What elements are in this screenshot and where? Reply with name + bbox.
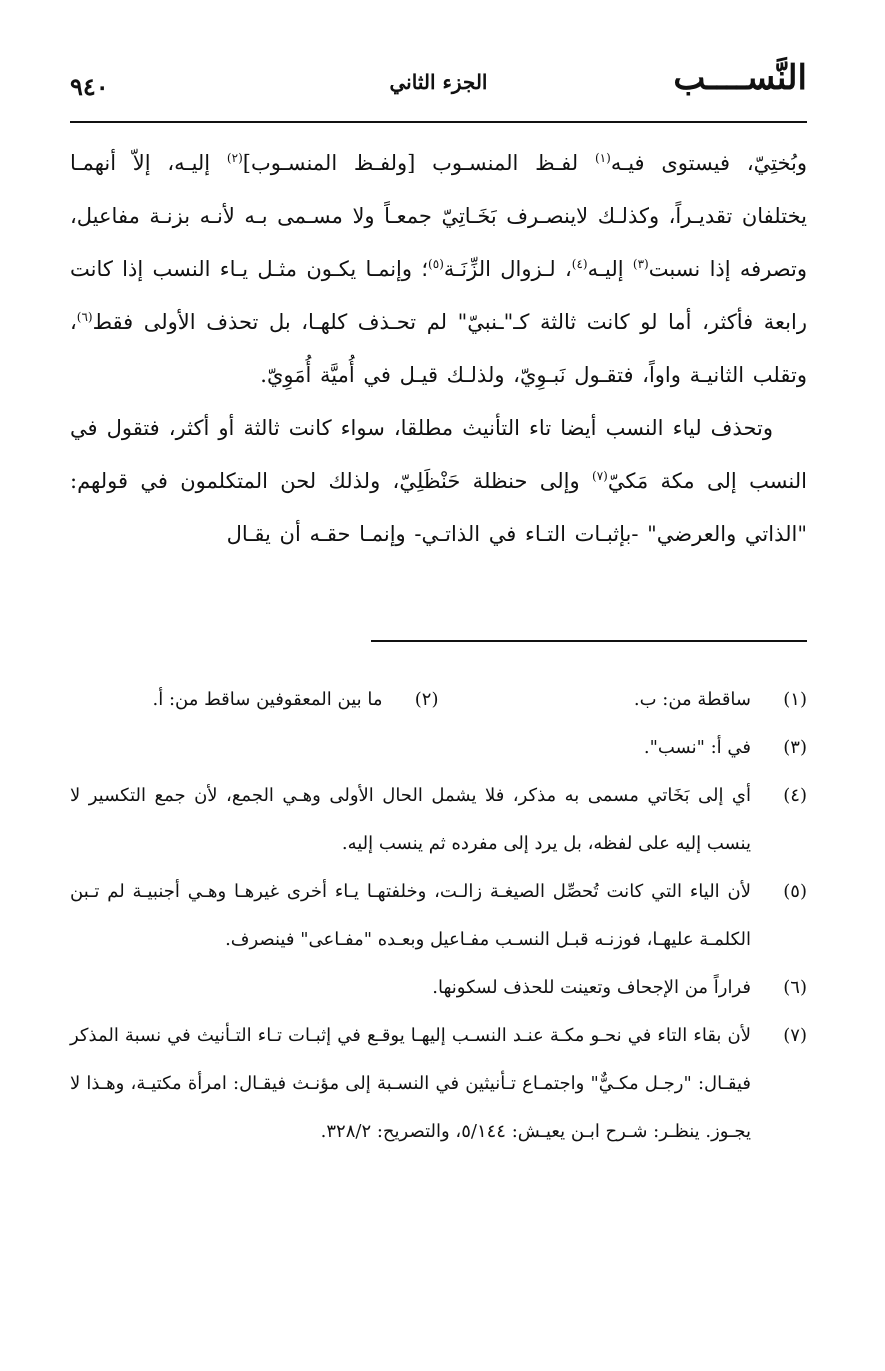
footnote-divider: [371, 640, 807, 642]
footnote-ref[interactable]: (٤): [571, 257, 588, 271]
footnote-3: [70, 724, 807, 772]
footnote-6: [70, 964, 807, 1012]
footnote-ref[interactable]: (٣): [632, 257, 649, 271]
text-run: إليـه: [587, 257, 633, 281]
footnote-number: (٦): [783, 977, 807, 998]
footnotes: [70, 676, 807, 1156]
text-run: وتحذف لياء النسب أيضا تاء التأنيث مطلقا، سواء كانت ثالثة أو أكثر، فتقول في النسب إلى مكة مَكيّ: [70, 416, 807, 493]
running-title: النَّســــب: [673, 58, 807, 98]
footnote-4: [70, 772, 807, 868]
footnote-text: لأن بقاء التاء في نحـو مكـة عنـد النسـب إليهـا يوقـع في إثبـات تـاء التـأنيث في نسبة المذكر فيقـال: "رجـل مكـيٌّ" واجتمـاع تـأنيثين في النسـبة إلى مؤنـث فيقـال: امرأة مكتيـة، وهـذا لا يجـوز. ينظـر: شـرح ابـن يعيـش: ٥/١٤٤، والتصريح: ٣٢٨/٢.: [70, 1025, 751, 1142]
footnote-ref[interactable]: (٦): [76, 310, 93, 324]
header-divider: [70, 121, 807, 123]
part-label: الجزء الثاني: [389, 70, 488, 94]
footnote-5: [70, 868, 807, 964]
text-run: وبُختِيّ، فيستوى فيـه: [610, 151, 808, 175]
footnote-1: [439, 676, 808, 724]
text-run: ، لـزوال الزِّنَـة: [443, 257, 572, 281]
footnote-text: لأن الياء التي كانت تُحصِّل الصيغـة زالـت، وخلفتهـا يـاء أخرى غيرهـا وهـي أجنبيـة لم تـبن الكلمـة عليهـا، فوزنـه قبـل النسـب مفـاعيل وبعـده "مفـاعى" فينصرف.: [70, 881, 751, 950]
footnote-number: (٢): [414, 689, 439, 710]
footnote-number: (٥): [783, 881, 807, 902]
footnote-2: [70, 676, 439, 724]
footnote-text: ما بين المعقوفين ساقط من: أ.: [152, 689, 383, 710]
footnote-ref[interactable]: (٧): [592, 469, 608, 483]
page-number: ٩٤٠: [70, 72, 109, 101]
footnote-number: (٧): [783, 1025, 807, 1046]
paragraph: [70, 402, 807, 561]
text-run: وإلى حنظلة حَنْظَلِيّ، ولذلك لحن المتكلمون في قولهم: "الذاتي والعرضي" -بإثبـات التـاء في الذاتـي- وإنمـا حقـه أن يقـال: [70, 469, 807, 546]
footnote-text: فراراً من الإجحاف وتعينت للحذف لسكونها.: [432, 977, 751, 998]
footnote-number: (٣): [783, 737, 807, 758]
footnote-number: (١): [783, 689, 807, 710]
text-run: إليـه، إلاّ أنهمـا يختلفان تقديـراً، وكذلـك لاينصـرف بَخَـاتِيّ جمعـاً ولا مسـمى بـه لأنـه بزنـة مفاعيل، وتصرفه إذا نسبت: [70, 151, 808, 281]
footnote-text: أي إلى بَخَاتي مسمى به مذكر، فلا يشمل الحال الأولى وهـي الجمع، لأن جمع التكسير لا ينسب إليه على لفظه، بل يرد إلى مفرده ثم ينسب إليه.: [70, 785, 751, 854]
main-text: [70, 137, 807, 561]
footnote-ref[interactable]: (٢): [226, 151, 243, 165]
footnote-number: (٤): [783, 785, 807, 806]
footnote-ref[interactable]: (٥): [428, 257, 444, 271]
footnote-7: [70, 1012, 807, 1156]
text-run: ، وتقلب الثانيـة واواً، فتقـول نَبـوِيّ، ولذلـك قيـل في أُميَّة أُمَوِيّ.: [70, 310, 807, 387]
text-run: لفـظ المنسـوب [ولفـظ المنسـوب]: [242, 151, 595, 175]
footnote-row: [70, 676, 807, 724]
footnote-text: في أ: "نسب".: [643, 737, 751, 758]
footnote-text: ساقطة من: ب.: [633, 689, 751, 710]
page-header: [70, 58, 807, 118]
text-run: ؛ وإنمـا يكـون مثـل يـاء النسب إذا كانت رابعة فأكثر، أما لو كانت ثالثة كـ"ـنبيّ" لم تحـذف كلهـا، بل تحذف الأولى فقط: [70, 257, 807, 334]
paragraph: [70, 137, 807, 402]
footnote-ref[interactable]: (١): [594, 151, 611, 165]
